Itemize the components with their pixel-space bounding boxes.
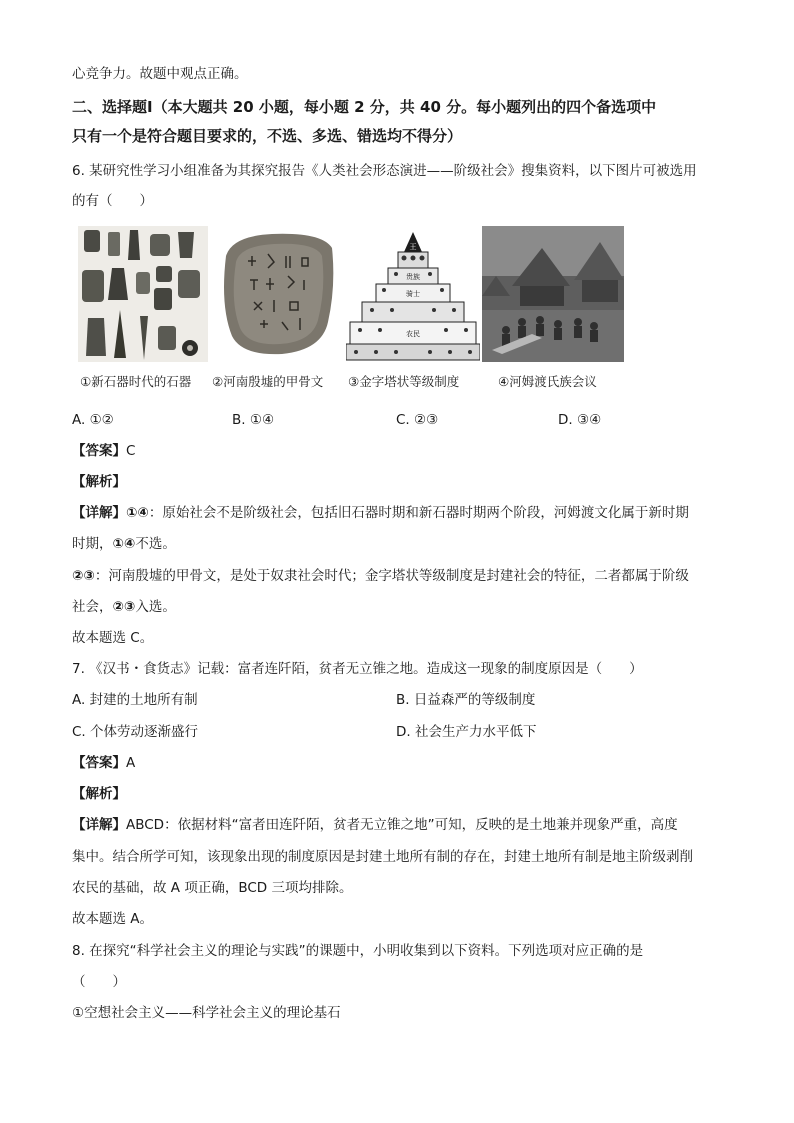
pyramid-hierarchy-image bbox=[346, 226, 480, 362]
question-6-stem: 的有（ ） bbox=[72, 193, 153, 209]
q6-conclusion: 故本题选 C。 bbox=[72, 630, 154, 646]
detail-text: ：原始社会不是阶级社会，包括旧石器时期和新石器时期两个阶段，河姆渡文化属于新时期 bbox=[148, 505, 689, 521]
detail-emphasis: ①④ bbox=[126, 505, 149, 521]
question-8-stem: 8. 在探究“科学社会主义的理论与实践”的课题中，小明收集到以下资料。下列选项对应正确的是 bbox=[72, 943, 644, 959]
q7-option-d: D. 社会生产力水平低下 bbox=[396, 724, 537, 740]
detail-text: 社会， bbox=[72, 599, 113, 615]
detail-emphasis: ②③ bbox=[72, 568, 95, 584]
q6-option-b: B. ①④ bbox=[232, 412, 275, 428]
answer-tag: 【答案】 bbox=[72, 755, 126, 771]
text-line: 心竞争力。故题中观点正确。 bbox=[72, 66, 248, 82]
q7-option-c: C. 个体劳动逐渐盛行 bbox=[72, 724, 199, 740]
q6-detail-line bbox=[72, 566, 689, 586]
q6-option-c: C. ②③ bbox=[396, 412, 439, 428]
pyramid-label-4: 农民 bbox=[406, 330, 420, 338]
question-6-stem: 6. 某研究性学习小组准备为其探究报告《人类社会形态演进——阶级社会》搜集资料，以下图片可被选用 bbox=[72, 163, 697, 179]
detail-text: 不选。 bbox=[135, 536, 176, 552]
q6-option-a: A. ①② bbox=[72, 412, 114, 428]
q6-option-d: D. ③④ bbox=[558, 412, 602, 428]
answer-value: C bbox=[126, 443, 136, 459]
pyramid-label-top: 王 bbox=[409, 243, 417, 251]
detail-text: ：河南殷墟的甲骨文，是处于奴隶社会时代；金字塔状等级制度是封建社会的特征，二者都属于阶级 bbox=[94, 568, 689, 584]
figure-caption-1: ①新石器时代的石器 bbox=[80, 374, 192, 389]
answer-tag: 【答案】 bbox=[72, 443, 126, 459]
oracle-bone-image bbox=[212, 226, 344, 362]
q8-item: ①空想社会主义——科学社会主义的理论基石 bbox=[72, 1005, 341, 1021]
q7-answer bbox=[72, 753, 135, 773]
detail-tag: 【详解】 bbox=[72, 505, 126, 521]
hemudu-meeting-image bbox=[482, 226, 624, 362]
answer-value: A bbox=[126, 755, 136, 771]
pyramid-label-2: 贵族 bbox=[406, 273, 420, 281]
pyramid-label-3: 骑士 bbox=[406, 290, 420, 298]
q7-detail-line: 集中。结合所学可知，该现象出现的制度原因是封建土地所有制的存在，封建土地所有制是地主阶级剥削 bbox=[72, 849, 693, 865]
question-8-stem: （ ） bbox=[72, 974, 126, 990]
q7-analysis-tag: 【解析】 bbox=[72, 786, 126, 802]
question-6-figure bbox=[78, 226, 624, 362]
detail-tag: 【详解】 bbox=[72, 817, 126, 833]
section-title: 二、选择题Ⅰ（本大题共 20 小题，每小题 2 分，共 40 分。每小题列出的四个备选项中 bbox=[72, 98, 657, 116]
detail-emphasis: ②③ bbox=[112, 599, 136, 615]
q6-analysis-tag: 【解析】 bbox=[72, 474, 126, 490]
detail-text: 时期， bbox=[72, 536, 113, 552]
section-title: 只有一个是符合题目要求的，不选、多选、错选均不得分） bbox=[72, 127, 463, 145]
q6-detail-line bbox=[72, 597, 176, 617]
q6-detail-line bbox=[72, 534, 176, 554]
detail-emphasis: ①④ bbox=[112, 536, 136, 552]
q7-detail-line: 农民的基础，故 A 项正确，BCD 三项均排除。 bbox=[72, 880, 353, 896]
q7-option-b: B. 日益森严的等级制度 bbox=[396, 692, 536, 708]
detail-text: ABCD：依据材料“富者田连阡陌，贫者无立锥之地”可知，反映的是土地兼并现象严重，高度 bbox=[126, 817, 678, 833]
detail-text: 入选。 bbox=[135, 599, 176, 615]
q7-detail-line bbox=[72, 815, 678, 835]
q6-detail-line bbox=[72, 503, 689, 523]
figure-caption-2: ②河南殷墟的甲骨文 bbox=[212, 374, 324, 389]
q7-option-a: A. 封建的土地所有制 bbox=[72, 692, 198, 708]
figure-caption-4: ④河姆渡氏族会议 bbox=[498, 374, 597, 389]
figure-caption-3: ③金字塔状等级制度 bbox=[348, 374, 460, 389]
question-7-stem: 7. 《汉书・食货志》记载：富者连阡陌，贫者无立锥之地。造成这一现象的制度原因是（ ） bbox=[72, 661, 643, 677]
q7-conclusion: 故本题选 A。 bbox=[72, 911, 154, 927]
stone-tools-image bbox=[78, 226, 208, 362]
q6-answer bbox=[72, 441, 135, 461]
